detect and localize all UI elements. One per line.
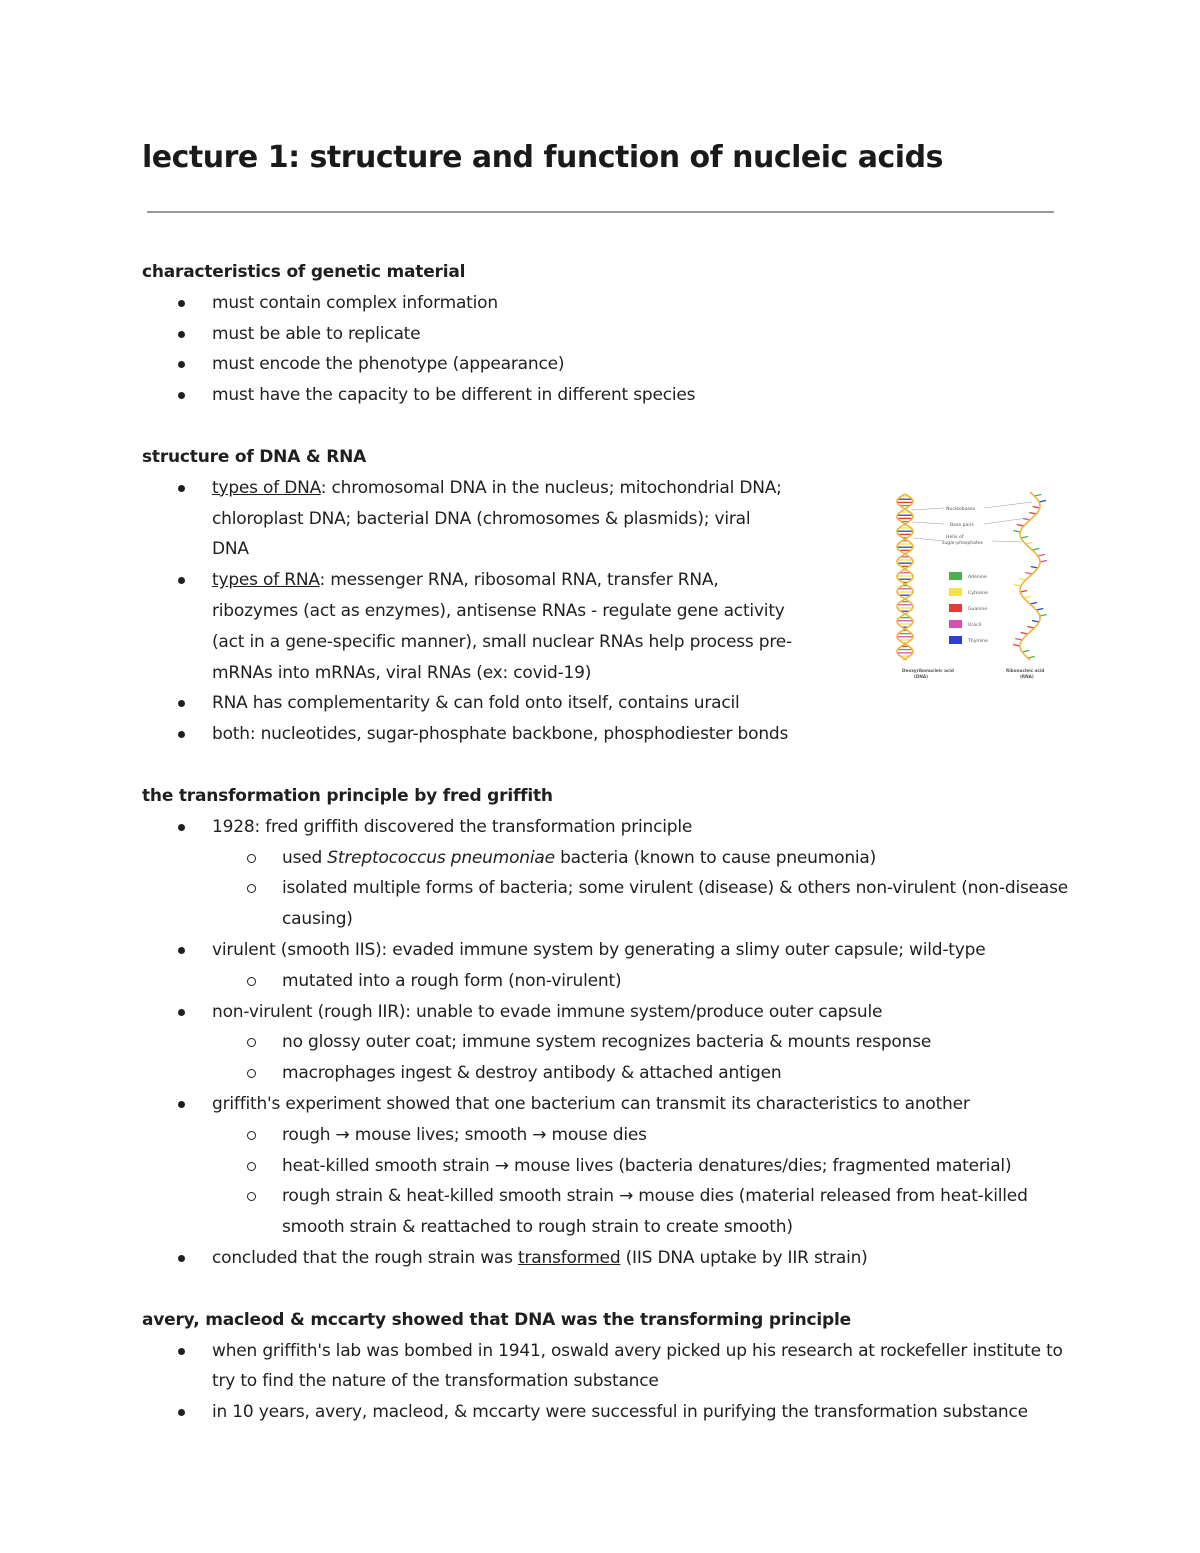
species-name: Streptococcus pneumoniae xyxy=(327,847,555,868)
document-body xyxy=(142,257,1077,1428)
section-heading-griffith: the transformation principle by fred griffith xyxy=(142,785,553,806)
sub-list-item: used Streptococcus pneumoniae bacteria (known to cause pneumonia) xyxy=(212,843,1077,874)
legend-label: Cytosine xyxy=(968,591,988,596)
list-item: both: nucleotides, sugar-phosphate backbone, phosphodiester bonds xyxy=(142,719,792,750)
list-item: RNA has complementarity & can fold onto itself, contains uracil xyxy=(142,688,792,719)
legend-swatch xyxy=(949,572,962,580)
avery-list xyxy=(142,1336,1077,1428)
genetic-material-list xyxy=(142,288,1077,411)
legend-label: Uracil xyxy=(968,623,982,628)
dna-rna-structure-figure xyxy=(892,488,1062,684)
legend-label: Guanine xyxy=(968,607,988,612)
legend-swatch xyxy=(949,620,962,628)
section-heading-genetic-material: characteristics of genetic material xyxy=(142,262,466,282)
page-title: lecture 1: structure and function of nucleic acids xyxy=(142,140,943,175)
list-item: when griffith's lab was bombed in 1941, oswald avery picked up his research at rockefeller institute to try to find the nature of the transformation substance xyxy=(142,1336,1077,1398)
dna-caption-line2: (DNA) xyxy=(914,674,929,679)
list-item: virulent (smooth IIS): evaded immune system by generating a slimy outer capsule; wild-type mutated into a rough form (non-virulent) xyxy=(142,935,1077,997)
griffith-list xyxy=(142,812,1077,1274)
sub-list-item: macrophages ingest & destroy antibody & attached antigen xyxy=(212,1058,1077,1089)
sub-list-item: rough → mouse lives; smooth → mouse dies xyxy=(212,1120,1077,1151)
types-of-dna-text: : chromosomal DNA in the nucleus; mitochondrial DNA; chloroplast DNA; bacterial DNA (chromosomes & plasmids); viral DNA xyxy=(212,477,782,560)
list-item: non-virulent (rough IIR): unable to evade immune system/produce outer capsule no glossy outer coat; immune system recognizes bacteria & mounts response macrophages ingest & destroy antibody & attached antigen xyxy=(142,997,1077,1089)
list-item: must encode the phenotype (appearance) xyxy=(142,349,1077,380)
list-item: concluded that the rough strain was transformed (IIS DNA uptake by IIR strain) xyxy=(142,1243,1077,1274)
list-item: must have the capacity to be different in different species xyxy=(142,380,1077,411)
sub-list-item: isolated multiple forms of bacteria; some virulent (disease) & others non-virulent (non-disease causing) xyxy=(212,873,1077,935)
rna-single-helix xyxy=(1013,492,1047,660)
list-item: must be able to replicate xyxy=(142,319,1077,350)
sub-list-item: no glossy outer coat; immune system recognizes bacteria & mounts response xyxy=(212,1027,1077,1058)
legend-swatch xyxy=(949,588,962,596)
types-of-rna-term: types of RNA xyxy=(212,570,320,591)
sub-list xyxy=(212,1120,1077,1243)
dna-caption-line1: Deoxyribonucleic acid xyxy=(902,668,954,673)
list-item xyxy=(142,565,792,688)
dna-double-helix xyxy=(897,494,913,660)
sub-list-item: rough strain & heat-killed smooth strain → mouse dies (material released from heat-killed smooth strain & reattached to rough strain to create smooth) xyxy=(212,1181,1077,1243)
list-item xyxy=(142,473,792,565)
list-item: griffith's experiment showed that one bacterium can transmit its characteristics to another rough → mouse lives; smooth → mouse dies heat-killed smooth strain → mouse lives (bacteria denatures/dies; fragmented material) rough strain & heat-killed smooth strain → mouse dies (material released from heat-killed smooth strain & reattached to rough strain to create smooth) xyxy=(142,1089,1077,1243)
sub-list-item: mutated into a rough form (non-virulent) xyxy=(212,966,1077,997)
dna-rna-list xyxy=(142,473,792,750)
list-item: 1928: fred griffith discovered the transformation principle used Streptococcus pneumoniae bacteria (known to cause pneumonia) isolated multiple forms of bacteria; some virulent (disease) & others non-virulent (non-disease causing) xyxy=(142,812,1077,935)
sub-list-item: heat-killed smooth strain → mouse lives (bacteria denatures/dies; fragmented material) xyxy=(212,1151,1077,1182)
rna-caption-line1: Ribonucleic acid xyxy=(1006,668,1045,673)
legend-swatch xyxy=(949,636,962,644)
title-divider xyxy=(147,211,1054,213)
sub-list xyxy=(212,843,1077,935)
base-legend xyxy=(949,572,988,644)
base-pairs-label: Base pairs xyxy=(950,523,974,528)
legend-label: Adenine xyxy=(968,575,987,580)
transformed-term: transformed xyxy=(518,1247,621,1268)
rna-caption-line2: (RNA) xyxy=(1020,674,1034,679)
section-heading-avery: avery, macleod & mccarty showed that DNA was the transforming principle xyxy=(142,1309,851,1330)
sub-list xyxy=(212,1027,1077,1089)
nucleobases-label: Nucleobases xyxy=(946,507,976,512)
list-item: must contain complex information xyxy=(142,288,1077,319)
section-heading-dna-rna: structure of DNA & RNA xyxy=(142,446,367,467)
legend-swatch xyxy=(949,604,962,612)
types-of-rna-text: : messenger RNA, ribosomal RNA, transfer RNA, ribozymes (act as enzymes), antisense RNAs - regulate gene activity (act in a gene-specific manner), small nuclear RNAs help process pre-mRNAs into mRNAs, viral RNAs (ex: covid-19) xyxy=(212,570,792,683)
helix-label-line1: Helix of xyxy=(946,535,964,540)
sub-list xyxy=(212,966,1077,997)
list-item: in 10 years, avery, macleod, & mccarty were successful in purifying the transformation substance xyxy=(142,1397,1077,1428)
legend-label: Thymine xyxy=(968,639,988,644)
types-of-dna-term: types of DNA xyxy=(212,477,321,498)
helix-label-line2: sugar-phosphates xyxy=(942,541,983,546)
